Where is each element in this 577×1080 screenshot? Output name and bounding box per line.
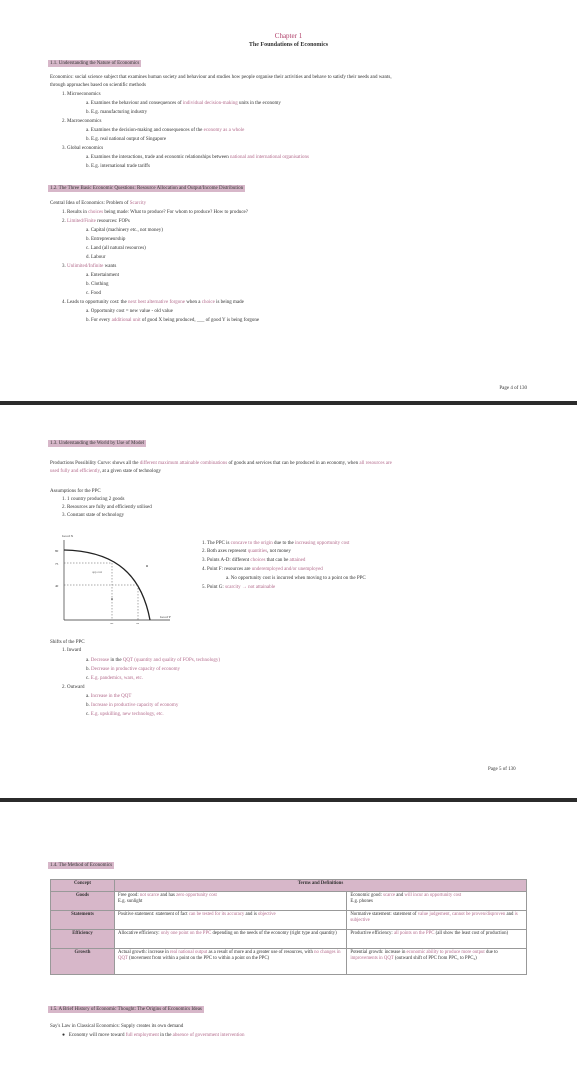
list-item: 2. Limited/Finite resources: FOPs: [62, 219, 130, 224]
list-item: c. Land (all natural resources): [86, 246, 146, 251]
tick-label: 80: [55, 549, 59, 553]
ppc-note: 3. Points A-D: different choices that can be attained: [202, 558, 306, 563]
list-item: 1. 1 country producing 2 goods: [62, 497, 125, 502]
definition-cell: Positive statement: statement of fact can be tested for its accuracy and is objective: [115, 911, 347, 930]
point-marker: [111, 598, 113, 600]
tick-label: 75: [55, 562, 59, 566]
list-item: c. E.g. upskilling, new technology, etc.: [86, 712, 164, 717]
ppc-note: a. No opportunity cost is incurred when moving to a point on the PPC: [226, 576, 366, 581]
list-item: a. Decrease in the QQT (quantity and quality of FOPs, technology): [86, 658, 221, 663]
list-item: a. Capital (machinery etc., not money): [86, 228, 163, 233]
list-item: b. Decrease in productive capacity of economy: [86, 667, 180, 672]
list-item: a. Examines the behaviour and consequences of individual decision-making units in the economy: [86, 101, 281, 106]
list-item: d. Labour: [86, 255, 106, 260]
table-row: [51, 892, 527, 911]
x-axis-label: Good Y: [160, 615, 172, 619]
economics-definition: Economics: social science subject that examines human society and behaviour and studies how people organise their activities and behave to satisfy their needs and wants,: [50, 75, 392, 80]
bullet-icon: ●: [62, 1033, 69, 1038]
table-header-row: [51, 880, 527, 892]
list-item: a. Entertainment: [86, 273, 120, 278]
list-item: b. Clothing: [86, 282, 109, 287]
definition-cell: Actual growth: increase in real national output as a result of more and a greater use of resources, with no changes in QQT (movement from within a point on the PPC to within a point on the PPC): [115, 949, 347, 975]
section-heading-1-5: 1.5. A Brief History of Economic Thought: The Origins of Economics Ideas: [50, 1007, 202, 1012]
table-row: [51, 911, 527, 930]
table-row: [51, 949, 527, 975]
definition-cell: Productive efficiency: all points on the PPC (all show the least cost of production): [347, 930, 527, 949]
ppc-graph: [52, 532, 182, 624]
definition-cell: Potential growth: increase in economic ability to produce more output due to improvements in QQT (outward shift of PPC from PPC₁ to PPC₂): [347, 949, 527, 975]
concept-cell: Goods: [51, 892, 115, 911]
definition-cell: Economic good: scarce and will incur an opportunity cost E.g. phones: [347, 892, 527, 911]
section-heading-1-4: 1.4. The Method of Economics: [50, 863, 113, 868]
list-item: a. Examines the interactions, trade and economic relationships between national and international organisations: [86, 155, 309, 160]
list-item: 2. Macroeconomics: [62, 119, 102, 124]
list-item: a. Examines the decision-making and consequences of the economy as a whole: [86, 128, 245, 133]
list-item: c. E.g. pandemics, wars, etc.: [86, 676, 143, 681]
section-heading-1-2: 1.2. The Three Basic Economic Questions: Resource Allocation and Output/Income Distribution: [50, 186, 244, 191]
page-separator: [0, 798, 577, 802]
ppc-note: 4. Point F: resources are underemployed and/or unemployed: [202, 567, 323, 572]
list-item: a. Opportunity cost = new value - old value: [86, 309, 173, 314]
ppc-note: 1. The PPC is concave to the origin due to the increasing opportunity cost: [202, 541, 350, 546]
list-item: 1. Inward: [62, 648, 82, 653]
list-item: b. E.g. international trade tariffs: [86, 164, 150, 169]
definition-cell: Free good: not scarce and has zero opportunity cost E.g. sunlight: [115, 892, 347, 911]
page-separator: [0, 401, 577, 405]
list-item: 2. Resources are fully and efficiently utilised: [62, 505, 152, 510]
opp-cost-label: opp cost: [92, 570, 103, 574]
section-heading-1-1: 1.1. Understanding the Nature of Economics: [50, 61, 140, 66]
point-marker: [146, 565, 148, 567]
list-item: 3. Global economics: [62, 146, 104, 151]
list-item: 3. Constant state of technology: [62, 513, 125, 518]
tick-label: 30: [110, 622, 114, 624]
list-item: a. Increase in the QQT: [86, 694, 132, 699]
list-item: ● Economy will move toward full employment in the absence of government intervention: [62, 1033, 245, 1038]
list-item: b. For every additional unit of good X being produced, ___ of good Y is being forgone: [86, 318, 260, 323]
central-idea: Central Idea of Economics: Problem of Scarcity: [50, 201, 147, 206]
ppc-note: 5. Point G: scarcity → not attainable: [202, 585, 276, 590]
table-row: [51, 930, 527, 949]
column-header: Concept: [51, 880, 115, 892]
list-item: b. E.g. real national output of Singapore: [86, 137, 167, 142]
definitions-table: [50, 879, 527, 975]
assumptions-title: Assumptions for the PPC: [50, 489, 101, 494]
page-number: Page 5 of 130: [488, 767, 516, 772]
chapter-number: Chapter 1: [274, 32, 303, 40]
section-heading-1-3: 1.3. Understanding the World by Use of Model: [50, 441, 145, 446]
list-item: b. Entrepreneurship: [86, 237, 126, 242]
economics-definition-cont: through approaches based on scientific methods: [50, 83, 146, 88]
definition-cell: Normative statement: statement of value judgement, cannot be proven/disproven and is subjective: [347, 911, 527, 930]
y-axis-label: Good X: [62, 534, 74, 538]
concept-cell: Growth: [51, 949, 115, 975]
list-item: 1. Results in choices being made: What to produce? For whom to produce? How to produce?: [62, 210, 248, 215]
ppc-definition: Productions Possibility Curve: shows all the different maximum attainable combinations of goods and services that can be produced in an economy, when all resources are: [50, 461, 392, 466]
concept-cell: Efficiency: [51, 930, 115, 949]
tick-label: 40: [55, 584, 59, 588]
page-5: [0, 406, 577, 799]
list-item: 4. Leads to opportunity cost: the next best alternative forgone when a choice is being made: [62, 300, 244, 305]
page-4: [0, 0, 577, 400]
page-number: Page 4 of 130: [499, 386, 527, 391]
list-item: c. Food: [86, 291, 101, 296]
shifts-title: Shifts of the PPC: [50, 640, 85, 645]
says-law: Say's Law in Classical Economics: Supply creates its own demand: [50, 1024, 184, 1029]
list-item: b. Increase in productive capacity of economy: [86, 703, 179, 708]
tick-label: 35: [136, 622, 140, 624]
concept-cell: Statements: [51, 911, 115, 930]
ppc-note: 2. Both axes represent quantities, not money: [202, 549, 291, 554]
list-item: b. E.g. manufacturing industry: [86, 110, 148, 115]
list-item: 1. Microeconomics: [62, 92, 101, 97]
list-item: 3. Unlimited/Infinite wants: [62, 264, 117, 269]
ppc-definition-cont: used fully and efficiently, at a given state of technology: [50, 469, 161, 474]
column-header: Terms and Definitions: [115, 880, 527, 892]
chapter-title: The Foundations of Economics: [248, 42, 329, 48]
list-item: 2. Outward: [62, 685, 85, 690]
definition-cell: Allocative efficiency: only one point on the PPC depending on the needs of the economy (right type and quantity): [115, 930, 347, 949]
